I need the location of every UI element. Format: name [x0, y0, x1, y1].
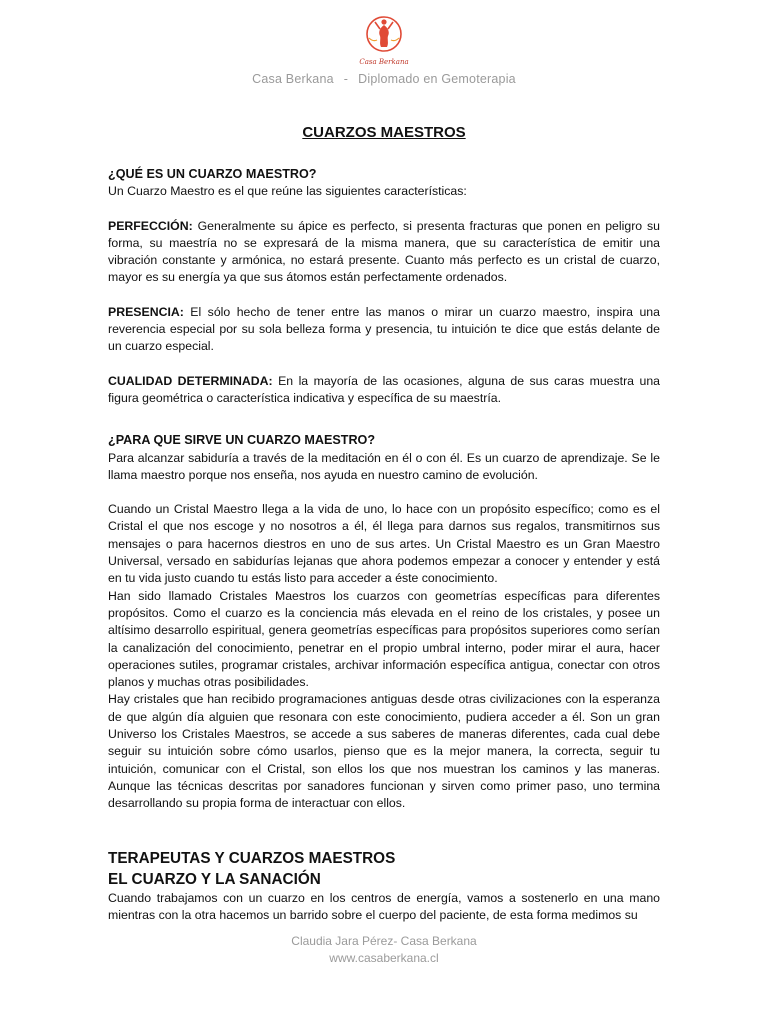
purpose-paragraph-3: Han sido llamado Cristales Maestros los cuarzos con geometrías específicas para diferentes propósitos. Como el cuarzo es la conciencia más elevada en el reino de los cristales, y posee un altísimo desarrollo espiritual, genera geometrías específicas para propósitos superiores como serían la canalización del conocimiento, penetrar en el propio umbral interno, poder mirar el aura, hacer operaciones sutiles, programar cristales, archivar información específica antigua, conectar con otros planos y muchas otras posibilidades. — [108, 588, 660, 690]
goddess-figure-logo-icon — [363, 12, 405, 62]
therapists-section — [108, 848, 660, 925]
footer-website-link[interactable]: www.casaberkana.cl — [329, 951, 439, 965]
purpose-paragraph-2: Cuando un Cristal Maestro llega a la vida de uno, lo hace con un propósito específico; como es el Cristal el que nos escoge y no nosotros a él, él llega para darnos sus regalos, transmitirnos sus mensajes o para hacernos diestros en uno de sus artes. Un Cristal Maestro es un Gran Maestro Universal, versado en sabidurías lejanas que ahora podemos empezar a conocer y entender y está en tu vida justo cuando tu estás listo para acceder a éste conocimiento. — [108, 502, 660, 586]
section-heading-healing: EL CUARZO Y LA SANACIÓN — [108, 871, 321, 888]
perfeccion-paragraph — [108, 218, 660, 287]
presencia-paragraph — [108, 304, 660, 356]
cualidad-label: CUALIDAD DETERMINADA: — [108, 373, 273, 388]
footer-author: Claudia Jara Pérez- Casa Berkana — [291, 934, 477, 948]
perfeccion-text: Generalmente su ápice es perfecto, si presenta fracturas que ponen en peligro su forma, su maestría no se expresará de la misma manera, que su característica de emitir una vibración constante y armónica, no estará presente. Cuanto más perfecto es un cristal de cuarzo, mayor es su energía ya que sus átomos están perfectamente ordenados. — [108, 218, 660, 285]
logo-caption: Casa Berkana — [359, 58, 409, 66]
brand-name: Casa Berkana — [252, 72, 334, 86]
cualidad-paragraph — [108, 373, 660, 408]
purpose-paragraph-1: Para alcanzar sabiduría a través de la meditación en él o con él. Es un cuarzo de aprendizaje. Se le llama maestro porque nos enseña, nos ayuda en nuestro camino de evolución. — [108, 450, 660, 482]
section-heading-therapists: TERAPEUTAS Y CUARZOS MAESTROS — [108, 850, 396, 867]
header-separator: - — [343, 72, 349, 86]
intro-paragraph: Un Cuarzo Maestro es el que reúne las siguientes características: — [108, 184, 467, 199]
cualidad-text: En la mayoría de las ocasiones, alguna de sus caras muestra una figura geométrica o característica indicativa y específica de su maestría. — [108, 373, 660, 405]
presencia-label: PRESENCIA: — [108, 304, 184, 319]
question-heading-2: ¿PARA QUE SIRVE UN CUARZO MAESTRO? — [108, 433, 376, 448]
purpose-paragraph-4: Hay cristales que han recibido programaciones antiguas desde otras civilizaciones con la esperanza de que algún día alguien que resonara con este conocimiento, pudiera acceder a él. Son un gran Universo los Cristales Maestros, se accede a sus saberes de maneras diferentes, cada cual debe seguir su intuición sobre cómo usarlos, pienso que es la mejor manera, la correcta, seguir tu intuición, comunicar con el Cristal, son ellos los que nos muestran los caminos y las maneras. Aunque las técnicas descritas por sanadores funcionan y sirven como primer paso, uno termina desarrollando su propia forma de interactuar con ellos. — [108, 692, 660, 811]
healing-paragraph: Cuando trabajamos con un cuarzo en los centros de energía, vamos a sostenerlo en una mano mientras con la otra hacemos un barrido sobre el cuerpo del paciente, de esta forma medimos su — [108, 891, 660, 923]
document-body — [108, 166, 660, 813]
question-heading-1: ¿QUÉ ES UN CUARZO MAESTRO? — [108, 167, 317, 181]
presencia-text: El sólo hecho de tener entre las manos o mirar un cuarzo maestro, inspira una reverencia especial por su sola belleza forma y presencia, tu intuición te dice que estás delante de un cuarzo especial. — [108, 304, 660, 354]
course-name: Diplomado en Gemoterapia — [358, 72, 516, 86]
perfeccion-label: PERFECCIÓN: — [108, 218, 193, 233]
document-title: CUARZOS MAESTROS — [302, 124, 466, 141]
page-header — [0, 72, 768, 86]
